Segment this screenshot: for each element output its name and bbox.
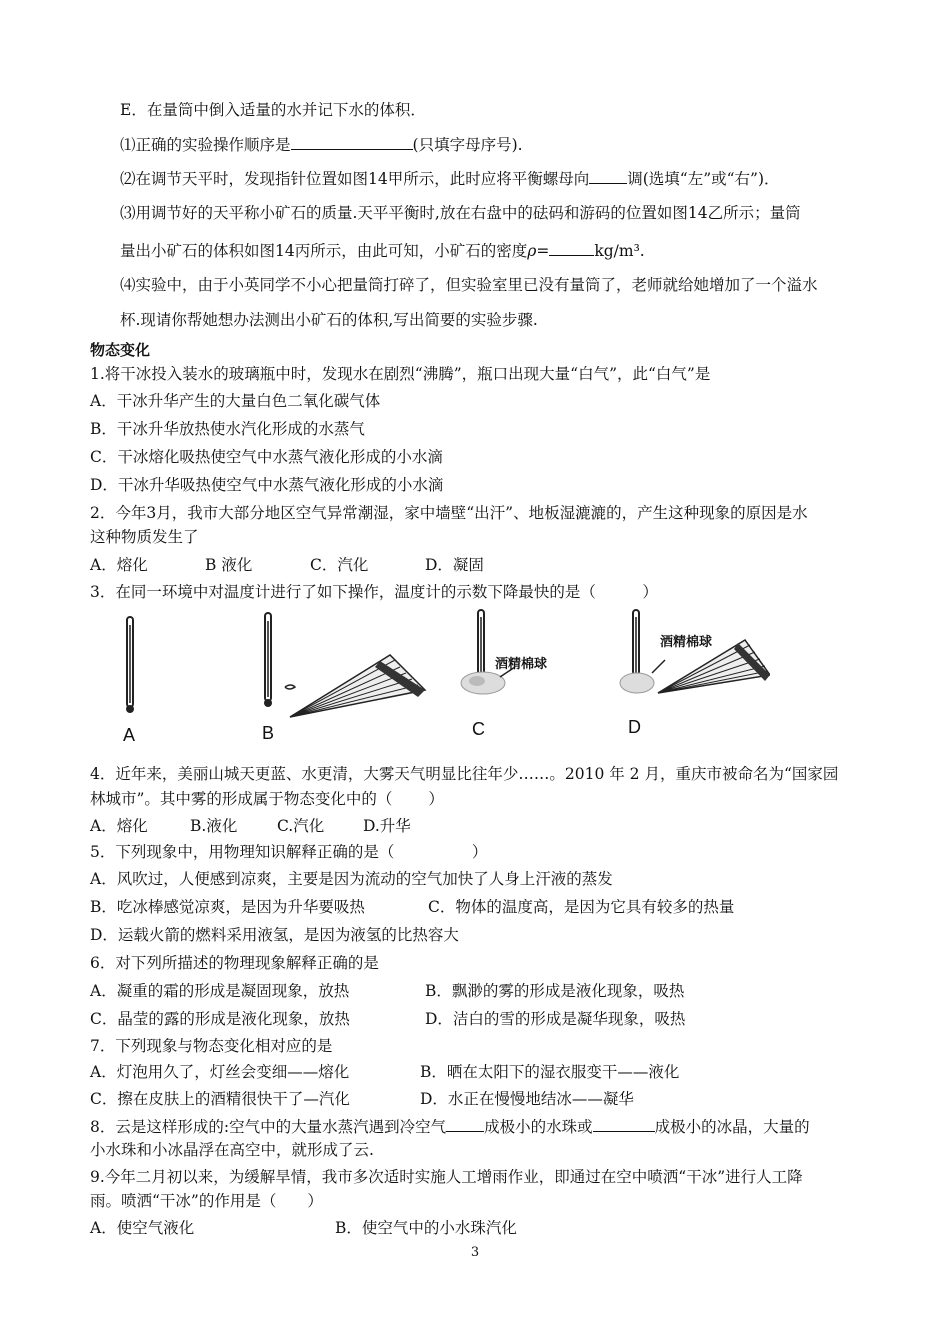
options-2 (90, 555, 484, 575)
figure-label-a: A (123, 725, 136, 745)
options-5bc (90, 897, 735, 917)
option-2b: B 液化 (205, 556, 253, 574)
option-5a: A．风吹过，人便感到凉爽，主要是因为流动的空气加快了人身上汗液的蒸发 (90, 870, 613, 888)
option-1a: A．干冰升华产生的大量白色二氧化碳气体 (90, 392, 381, 410)
question-part-4-cont: 杯.现请你帮她想办法测出小矿石的体积,写出简要的实验步骤. (120, 311, 538, 329)
option-2c: C．汽化 (310, 556, 369, 574)
option-9a: A．使空气液化 (90, 1219, 195, 1237)
section-title: 物态变化 (90, 341, 151, 359)
cotton-ball-label: 酒精棉球 (495, 657, 548, 672)
question-4-cont: 林城市”。其中雾的形成属于物态变化中的（ ） (90, 790, 444, 808)
option-6c: C．晶莹的露的形成是液化现象，放热 (90, 1010, 350, 1028)
option-6b: B．飘渺的雾的形成是液化现象，吸热 (425, 982, 685, 1000)
question-5: 5．下列现象中，用物理知识解释正确的是（ ） (90, 843, 488, 861)
option-6d: D．洁白的雪的形成是凝华现象，吸热 (425, 1010, 686, 1028)
option-1c: C．干冰熔化吸热使空气中水蒸气液化形成的小水滴 (90, 448, 443, 466)
figure-a (90, 605, 260, 755)
answer-blank (593, 1116, 655, 1132)
answer-blank (446, 1116, 484, 1132)
options-7cd (90, 1089, 634, 1109)
question-8-cont: 小水珠和小冰晶浮在高空中，就形成了云. (90, 1141, 374, 1159)
figure-label-d: D (628, 717, 641, 737)
question-4: 4．近年来，美丽山城天更蓝、水更清，大雾天气明显比往年少……。2010 年 2 月，重庆市被命名为“国家园 (90, 765, 839, 783)
figure-b (260, 605, 430, 755)
question-6: 6．对下列所描述的物理现象解释正确的是 (90, 954, 379, 972)
cotton-ball-icon (620, 673, 654, 693)
question-part-2: ⑵在调节天平时，发现指针位置如图14甲所示，此时应将平衡螺母向 调(选填“左”或“右”)． (120, 170, 780, 188)
question-part-4: ⑷实验中，由于小英同学不小心把量筒打碎了，但实验室里已没有量筒了，老师就给她增加了一个溢水 (120, 276, 818, 294)
question-2-cont: 这种物质发生了 (90, 528, 199, 546)
figure-c (445, 605, 615, 755)
figure-d (610, 605, 770, 755)
question-part-3: ⑶用调节好的天平称小矿石的质量.天平平衡时,放在右盘中的砝码和游码的位置如图14乙所示；量筒 (120, 204, 801, 222)
option-7b: B．晒在太阳下的湿衣服变干——液化 (420, 1063, 680, 1081)
option-5d: D．运载火箭的燃料采用液氢，是因为液氢的比热容大 (90, 926, 459, 944)
option-4d: D.升华 (363, 817, 411, 835)
answer-blank (589, 168, 627, 184)
question-8: 8．云是这样形成的:空气中的大量水蒸汽遇到冷空气 成极小的水珠或 成极小的冰晶，大量的 (90, 1118, 810, 1136)
option-4c: C.汽化 (277, 817, 325, 835)
option-2d: D．凝固 (425, 556, 484, 574)
figure-label-c: C (472, 719, 485, 739)
options-6cd (90, 1009, 686, 1029)
thermometer-icon (90, 605, 260, 755)
fan-icon (285, 655, 425, 717)
options-6ab (90, 981, 685, 1001)
option-7c: C．擦在皮肤上的酒精很快干了—汽化 (90, 1090, 350, 1108)
options-7ab (90, 1062, 680, 1082)
option-7a: A．灯泡用久了，灯丝会变细——熔化 (90, 1063, 350, 1081)
question-7: 7．下列现象与物态变化相对应的是 (90, 1037, 333, 1055)
option-1d: D．干冰升华吸热使空气中水蒸气液化形成的小水滴 (90, 476, 444, 494)
option-5b: B．吃冰棒感觉凉爽，是因为升华要吸热 (90, 898, 365, 916)
option-7d: D．水正在慢慢地结冰——凝华 (420, 1090, 634, 1108)
option-6a: A．凝重的霜的形成是凝固现象，放热 (90, 982, 350, 1000)
question-1: 1.将干冰投入装水的玻璃瓶中时，发现水在剧烈“沸腾”，瓶口出现大量“白气”，此“白气”是 (90, 365, 711, 383)
option-1b: B．干冰升华放热使水汽化形成的水蒸气 (90, 420, 365, 438)
question-3: 3．在同一环境中对温度计进行了如下操作，温度计的示数下降最快的是（ ） (90, 583, 658, 601)
question-9-cont: 雨。喷洒“干冰”的作用是（ ） (90, 1192, 323, 1210)
cotton-ball-label: 酒精棉球 (660, 635, 713, 650)
options-4 (90, 816, 411, 836)
option-2a: A．熔化 (90, 556, 148, 574)
answer-blank (291, 134, 413, 150)
question-2: 2．今年3月，我市大部分地区空气异常潮湿，家中墙壁“出汗”、地板湿漉漉的，产生这种现象的原因是水 (90, 504, 808, 522)
figure-label-b: B (262, 723, 275, 743)
option-4a: A．熔化 (90, 817, 148, 835)
question-part-1: ⑴正确的实验操作顺序是 (只填字母序号). (120, 136, 523, 154)
page-number: 3 (470, 1245, 480, 1260)
question-part-3-cont: 量出小矿石的体积如图14丙所示，由此可知，小矿石的密度ρ= kg/m³. (120, 242, 645, 260)
question-9: 9.今年二月初以来，为缓解旱情，我市多次适时实施人工增雨作业，即通过在空中喷洒“干冰”进行人工降 (90, 1168, 803, 1186)
thermometer-figure (90, 605, 770, 755)
step-e: E．在量筒中倒入适量的水并记下水的体积． (120, 101, 426, 119)
option-5c: C．物体的温度高，是因为它具有较多的热量 (428, 898, 735, 916)
answer-blank (549, 240, 594, 256)
options-9 (90, 1218, 517, 1238)
option-4b: B.液化 (190, 817, 238, 835)
option-9b: B．使空气中的小水珠汽化 (335, 1219, 517, 1237)
